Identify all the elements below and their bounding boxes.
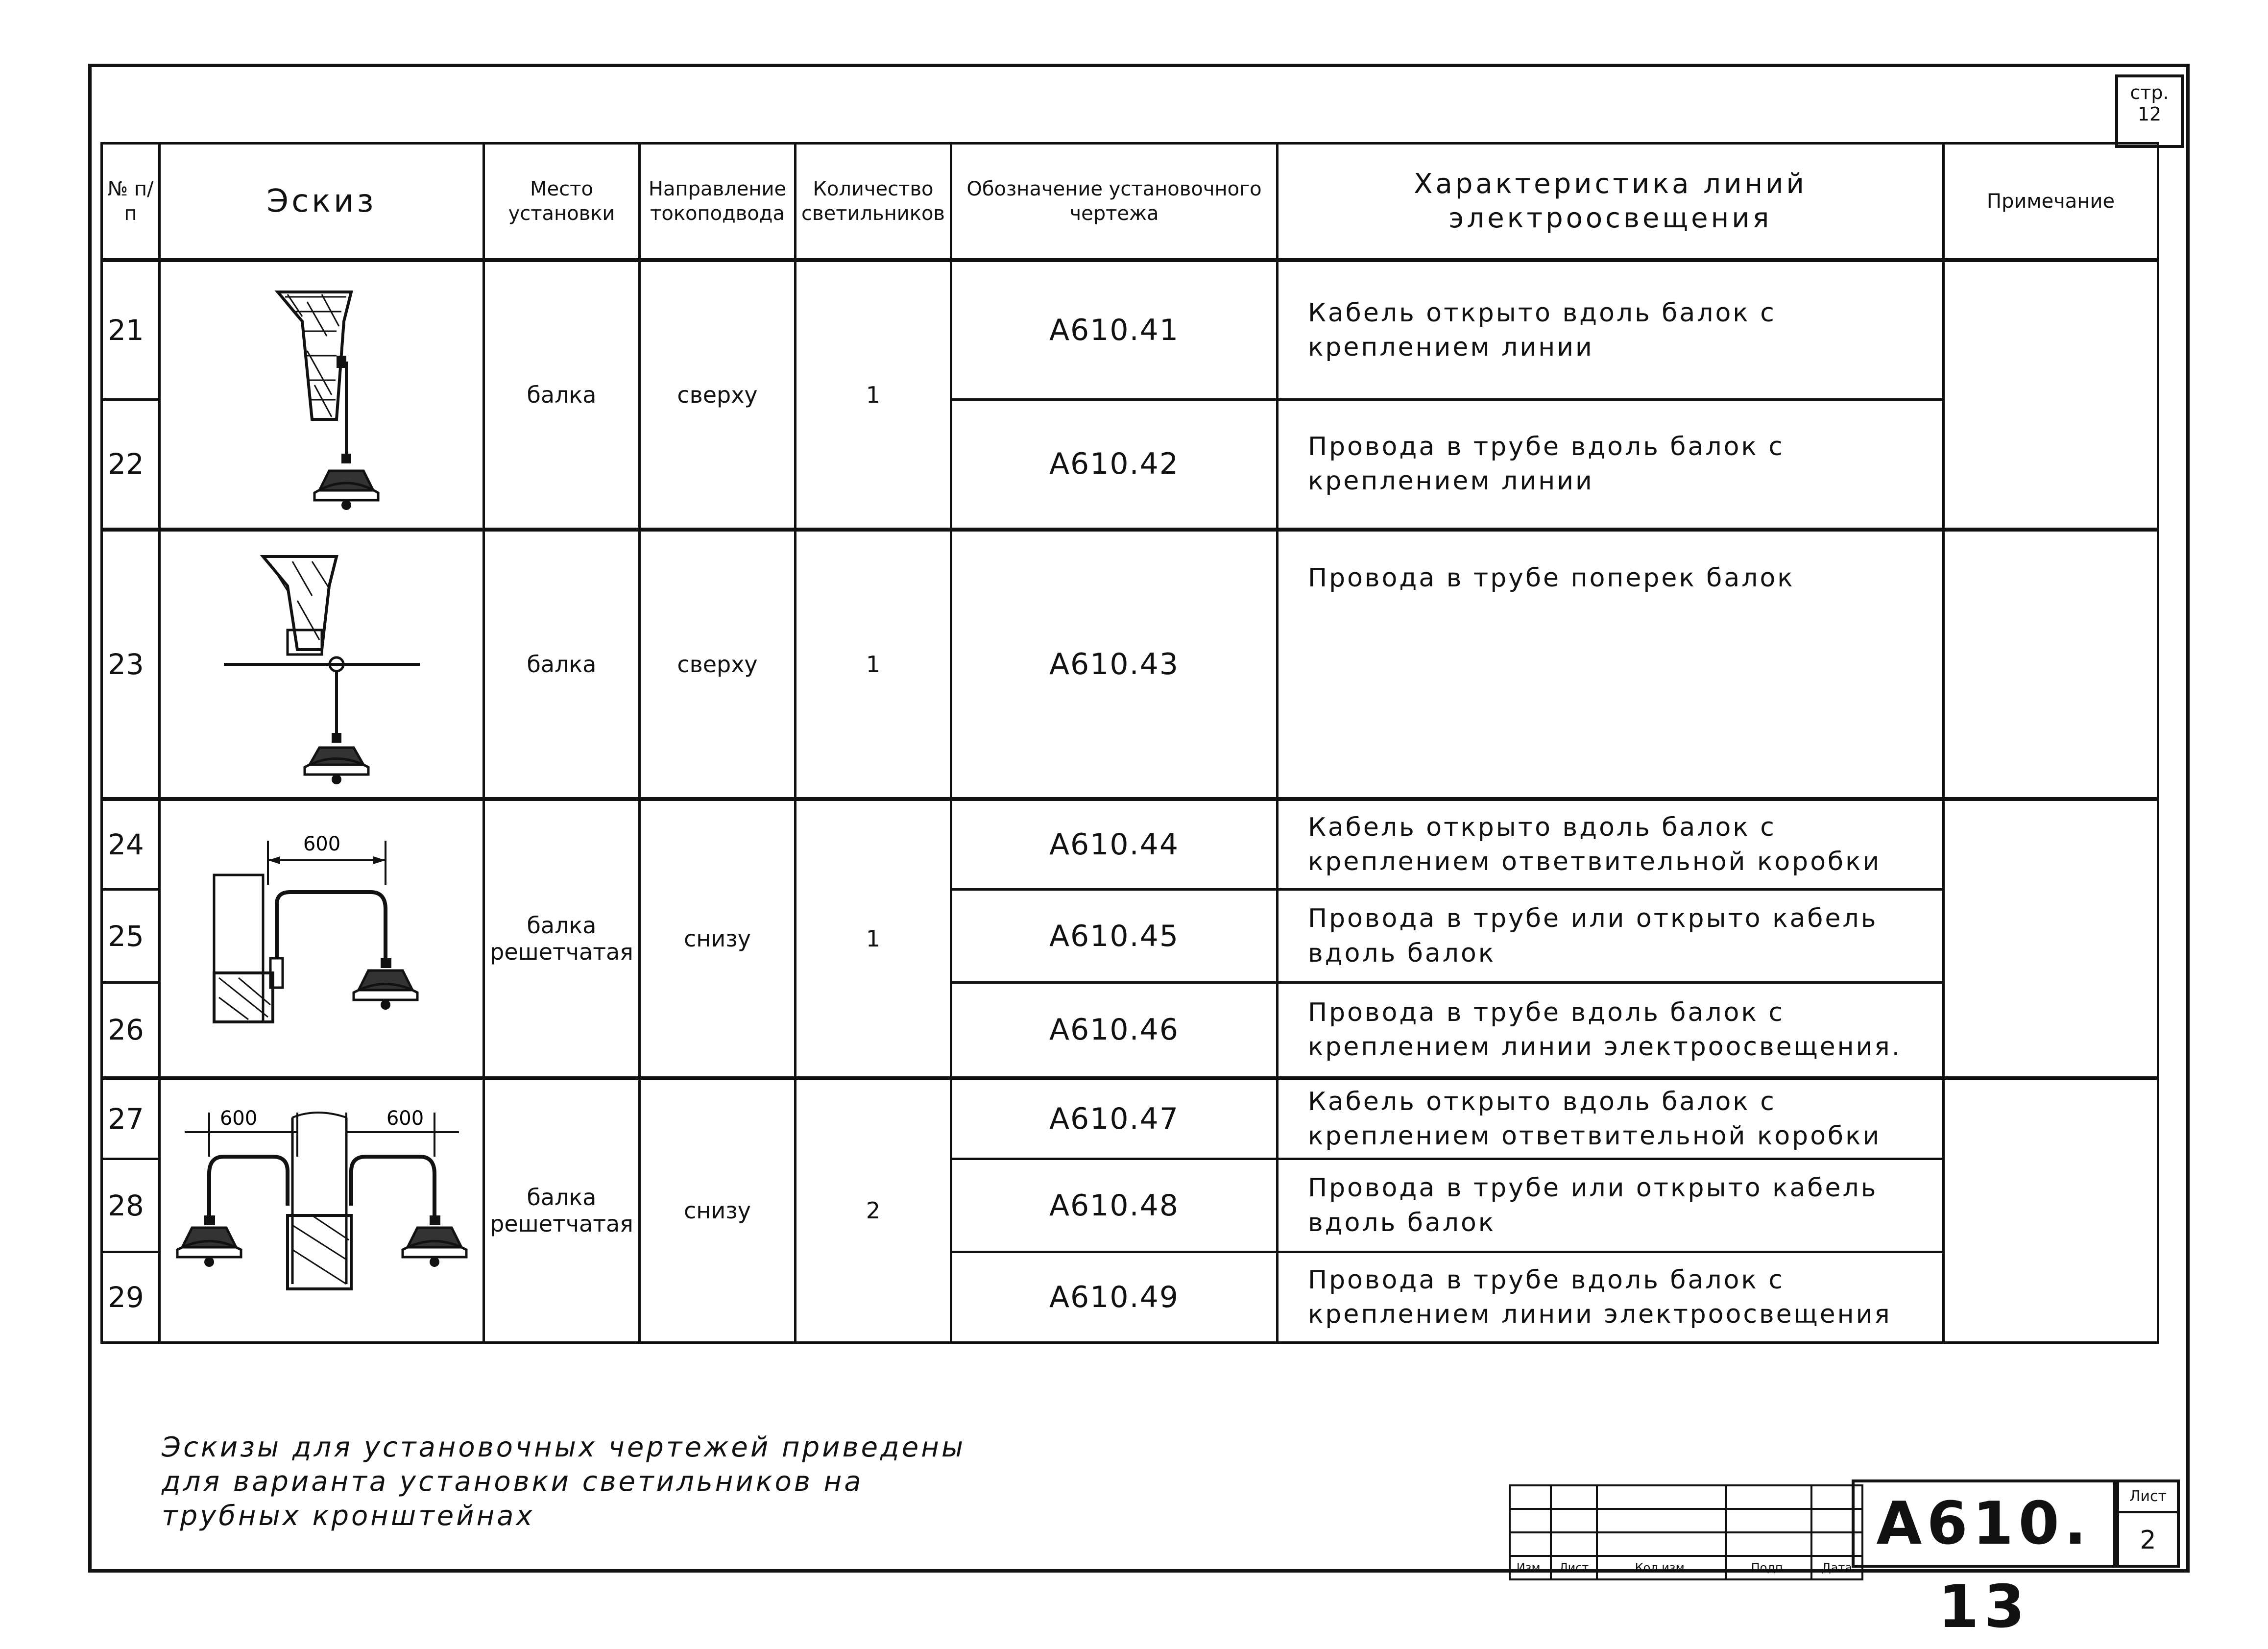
row-number: 27: [102, 1078, 160, 1159]
row-number: 23: [102, 530, 160, 799]
sheet-label: Лист: [2119, 1482, 2177, 1513]
sketch-cell: [160, 799, 484, 1078]
code-cell: А610.42: [951, 400, 1278, 530]
row-number: 22: [102, 400, 160, 530]
code-cell: А610.45: [951, 890, 1278, 983]
count-cell: 1: [796, 260, 951, 530]
stamp-label: Лист: [1551, 1556, 1597, 1579]
row-number: 26: [102, 983, 160, 1078]
row-number: 29: [102, 1252, 160, 1343]
page-number-box: [2115, 74, 2184, 148]
sheet-box: [2116, 1479, 2180, 1568]
dimension-label-left: 600: [219, 1107, 257, 1130]
characteristic-cell: Провода в трубе поперек балок: [1278, 530, 1944, 799]
place-cell: балка: [484, 260, 640, 530]
place-cell: балка решетчатая: [484, 799, 640, 1078]
header-code: Обозначение установочного чертежа: [951, 144, 1278, 260]
beam-cross-pendant-sketch: [219, 542, 425, 787]
direction-cell: сверху: [640, 530, 796, 799]
header-sketch: Эскиз: [160, 144, 484, 260]
note-cell: [1944, 1078, 2158, 1343]
page-number: 12: [2137, 103, 2162, 125]
code-cell: А610.48: [951, 1159, 1278, 1252]
sketch-cell: [160, 530, 484, 799]
place-cell: балка: [484, 530, 640, 799]
header-direction: Направление токоподвода: [640, 144, 796, 260]
header-num: № п/п: [102, 144, 160, 260]
note-cell: [1944, 530, 2158, 799]
installation-table: [100, 142, 2159, 1344]
code-cell: А610.43: [951, 530, 1278, 799]
code-cell: А610.49: [951, 1252, 1278, 1343]
count-cell: 1: [796, 530, 951, 799]
stamp-label: Изм.: [1510, 1556, 1551, 1579]
beam-top-pendant-sketch: [248, 272, 395, 517]
place-cell: балка решетчатая: [484, 1078, 640, 1343]
note-cell: [1944, 260, 2158, 530]
stamp-label: Подп.: [1726, 1556, 1811, 1579]
stamp-row: [1510, 1485, 1862, 1509]
row-number: 24: [102, 799, 160, 890]
sketch-cell: [160, 1078, 484, 1343]
stamp-label: Дата: [1811, 1556, 1862, 1579]
code-cell: А610.44: [951, 799, 1278, 890]
note-cell: [1944, 799, 2158, 1078]
code-cell: А610.41: [951, 260, 1278, 400]
dimension-label: 600: [303, 832, 340, 855]
sheet-number: 2: [2140, 1526, 2156, 1555]
characteristic-cell: Провода в трубе вдоль балок с креплением линии электроосвещения: [1278, 1252, 1944, 1343]
row-number: 21: [102, 260, 160, 400]
sketch-cell: [160, 260, 484, 530]
header-note: Примечание: [1944, 144, 2158, 260]
footnote: Эскизы для установочных чертежей приведены для варианта установки светильников на трубных кронштейнах: [162, 1431, 966, 1532]
characteristic-cell: Провода в трубе вдоль балок с креплением линии: [1278, 400, 1944, 530]
stamp-label: Кол.изм.: [1597, 1556, 1726, 1579]
header-row: [102, 144, 2158, 260]
table-row: [102, 530, 2158, 799]
characteristic-cell: Кабель открыто вдоль балок с креплением линии: [1278, 260, 1944, 400]
header-characteristic: Характеристика линий электроосвещения: [1278, 144, 1944, 260]
count-cell: 2: [796, 1078, 951, 1343]
direction-cell: снизу: [640, 1078, 796, 1343]
title-stamp: [1509, 1484, 1863, 1580]
table-row: [102, 799, 2158, 890]
row-number: 25: [102, 890, 160, 983]
header-place: Место установки: [484, 144, 640, 260]
stamp-row: [1510, 1509, 1862, 1532]
table-row: [102, 260, 2158, 400]
code-cell: А610.46: [951, 983, 1278, 1078]
characteristic-cell: Провода в трубе или открыто кабель вдоль балок: [1278, 890, 1944, 983]
header-count: Количество светильников: [796, 144, 951, 260]
truss-bottom-double-sketch: [170, 1088, 474, 1333]
stamp-row: [1510, 1532, 1862, 1556]
direction-cell: снизу: [640, 799, 796, 1078]
direction-cell: сверху: [640, 260, 796, 530]
characteristic-cell: Провода в трубе или открыто кабель вдоль балок: [1278, 1159, 1944, 1252]
dimension-label-right: 600: [386, 1107, 424, 1130]
row-number: 28: [102, 1159, 160, 1252]
count-cell: 1: [796, 799, 951, 1078]
page-label: стр.: [2130, 82, 2169, 103]
code-cell: А610.47: [951, 1078, 1278, 1159]
characteristic-cell: Кабель открыто вдоль балок с креплением ответвительной коробки: [1278, 799, 1944, 890]
document-code: А610. 13: [1852, 1479, 2116, 1568]
characteristic-cell: Кабель открыто вдоль балок с креплением ответвительной коробки: [1278, 1078, 1944, 1159]
characteristic-cell: Провода в трубе вдоль балок с креплением линии электроосвещения.: [1278, 983, 1944, 1078]
stamp-label-row: [1510, 1556, 1862, 1579]
truss-bottom-single-sketch: [190, 811, 454, 1066]
table-row: [102, 1078, 2158, 1159]
